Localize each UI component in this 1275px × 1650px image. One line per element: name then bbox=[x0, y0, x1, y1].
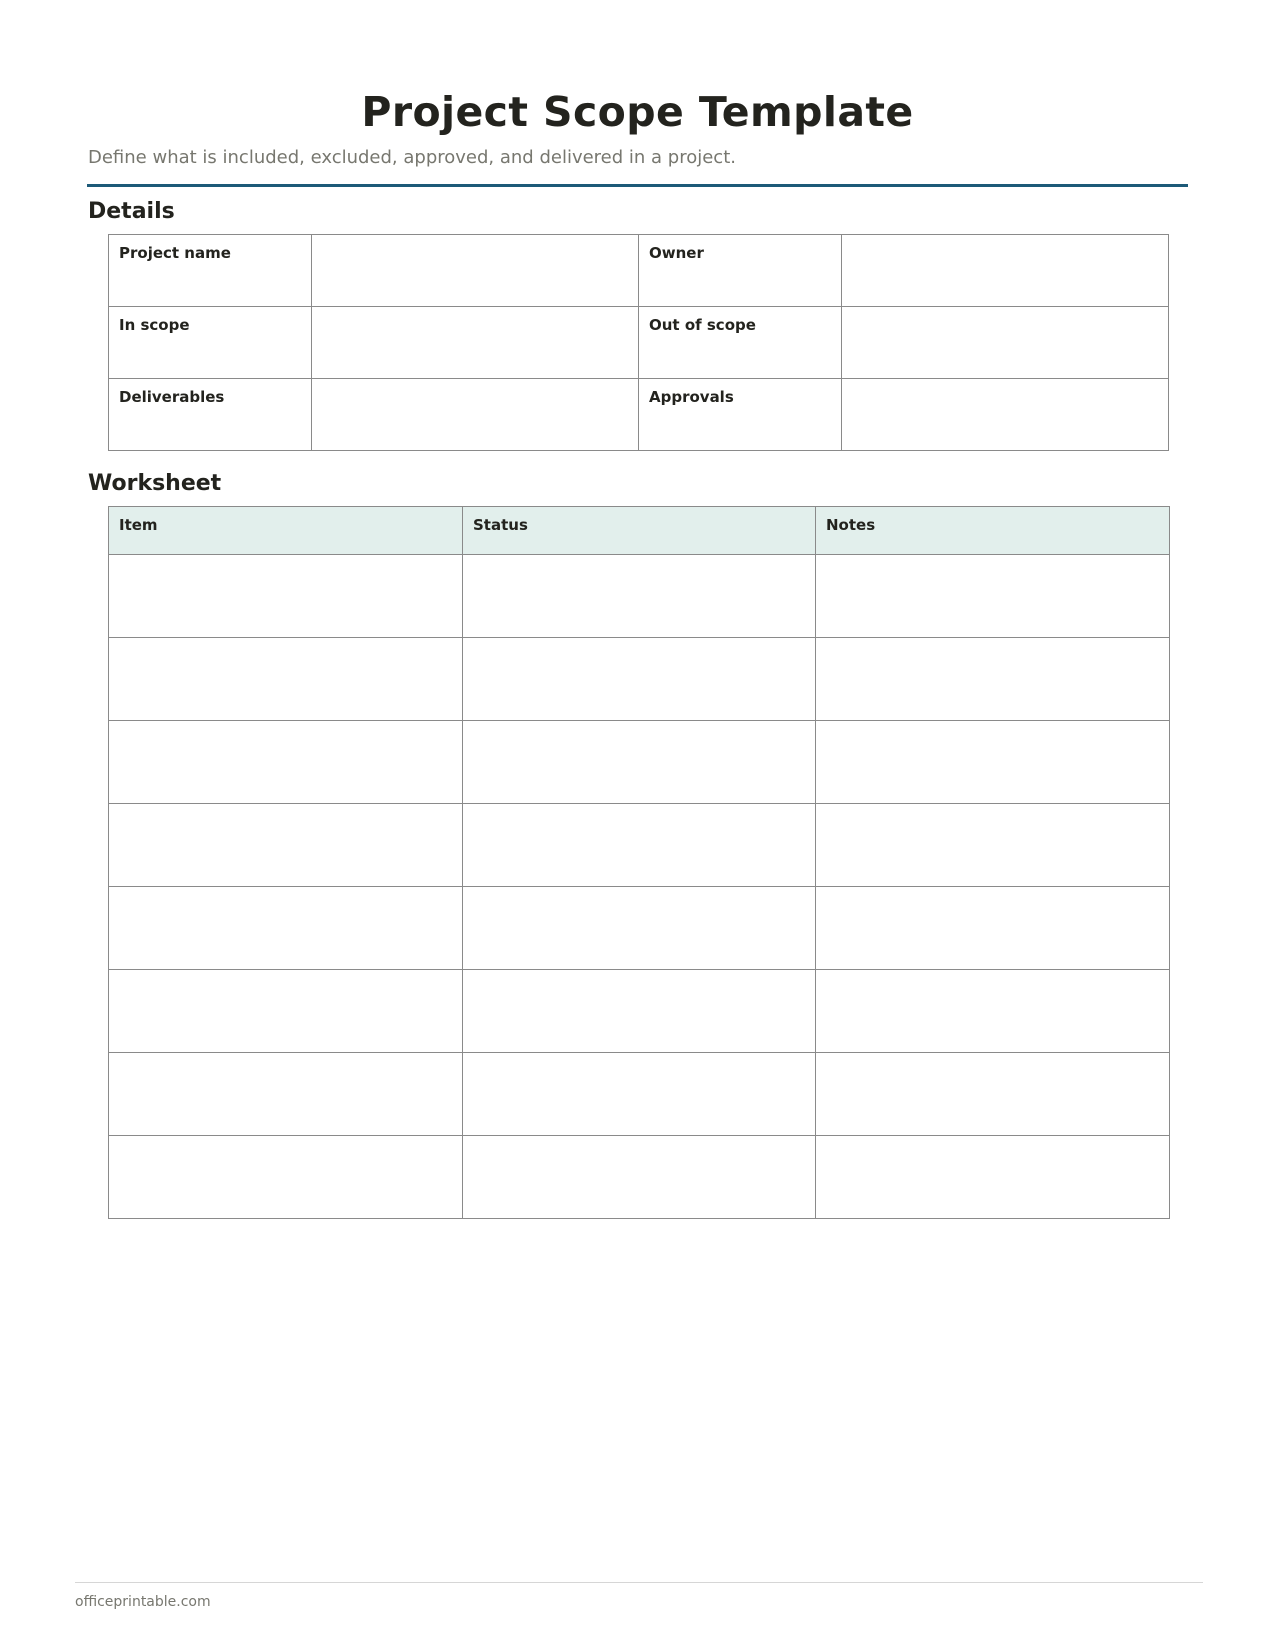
details-label-cell bbox=[109, 379, 312, 451]
in-scope-label: In scope bbox=[119, 316, 190, 334]
item-cell[interactable] bbox=[109, 1136, 463, 1219]
table-row bbox=[109, 1053, 1170, 1136]
notes-cell[interactable] bbox=[816, 555, 1170, 638]
status-cell[interactable] bbox=[463, 970, 816, 1053]
footer-divider bbox=[75, 1582, 1203, 1583]
item-cell[interactable] bbox=[109, 970, 463, 1053]
column-header-notes bbox=[816, 507, 1170, 555]
details-heading: Details bbox=[88, 199, 175, 224]
project-name-field[interactable] bbox=[312, 235, 639, 307]
table-row bbox=[109, 555, 1170, 638]
details-row bbox=[109, 379, 1169, 451]
column-header-label: Notes bbox=[826, 516, 876, 534]
status-cell[interactable] bbox=[463, 804, 816, 887]
table-row bbox=[109, 721, 1170, 804]
status-cell[interactable] bbox=[463, 1053, 816, 1136]
item-cell[interactable] bbox=[109, 721, 463, 804]
details-label-cell bbox=[639, 379, 842, 451]
status-cell[interactable] bbox=[463, 638, 816, 721]
details-row bbox=[109, 307, 1169, 379]
notes-cell[interactable] bbox=[816, 1136, 1170, 1219]
worksheet-header-row bbox=[109, 507, 1170, 555]
deliverables-field[interactable] bbox=[312, 379, 639, 451]
item-cell[interactable] bbox=[109, 887, 463, 970]
table-row bbox=[109, 638, 1170, 721]
table-row bbox=[109, 970, 1170, 1053]
details-label-cell bbox=[639, 307, 842, 379]
item-cell[interactable] bbox=[109, 804, 463, 887]
details-label-cell bbox=[639, 235, 842, 307]
item-cell[interactable] bbox=[109, 1053, 463, 1136]
table-row bbox=[109, 1136, 1170, 1219]
notes-cell[interactable] bbox=[816, 970, 1170, 1053]
status-cell[interactable] bbox=[463, 555, 816, 638]
status-cell[interactable] bbox=[463, 1136, 816, 1219]
notes-cell[interactable] bbox=[816, 804, 1170, 887]
details-row bbox=[109, 235, 1169, 307]
title-divider bbox=[87, 184, 1188, 187]
table-row bbox=[109, 804, 1170, 887]
project-name-label: Project name bbox=[119, 244, 231, 262]
details-label-cell bbox=[109, 235, 312, 307]
worksheet-heading: Worksheet bbox=[88, 471, 222, 496]
out-of-scope-label: Out of scope bbox=[649, 316, 756, 334]
notes-cell[interactable] bbox=[816, 1053, 1170, 1136]
page-subtitle: Define what is included, excluded, approved, and delivered in a project. bbox=[88, 147, 736, 168]
column-header-label: Item bbox=[119, 516, 158, 534]
in-scope-field[interactable] bbox=[312, 307, 639, 379]
status-cell[interactable] bbox=[463, 721, 816, 804]
item-cell[interactable] bbox=[109, 555, 463, 638]
page-title: Project Scope Template bbox=[361, 88, 914, 136]
owner-field[interactable] bbox=[842, 235, 1169, 307]
column-header-label: Status bbox=[473, 516, 528, 534]
footer-site: officeprintable.com bbox=[75, 1594, 211, 1610]
notes-cell[interactable] bbox=[816, 638, 1170, 721]
table-row bbox=[109, 887, 1170, 970]
worksheet-table bbox=[108, 506, 1170, 1219]
deliverables-label: Deliverables bbox=[119, 388, 225, 406]
approvals-label: Approvals bbox=[649, 388, 734, 406]
column-header-item bbox=[109, 507, 463, 555]
column-header-status bbox=[463, 507, 816, 555]
notes-cell[interactable] bbox=[816, 721, 1170, 804]
approvals-field[interactable] bbox=[842, 379, 1169, 451]
status-cell[interactable] bbox=[463, 887, 816, 970]
item-cell[interactable] bbox=[109, 638, 463, 721]
out-of-scope-field[interactable] bbox=[842, 307, 1169, 379]
notes-cell[interactable] bbox=[816, 887, 1170, 970]
details-table bbox=[108, 234, 1169, 451]
owner-label: Owner bbox=[649, 244, 704, 262]
details-label-cell bbox=[109, 307, 312, 379]
